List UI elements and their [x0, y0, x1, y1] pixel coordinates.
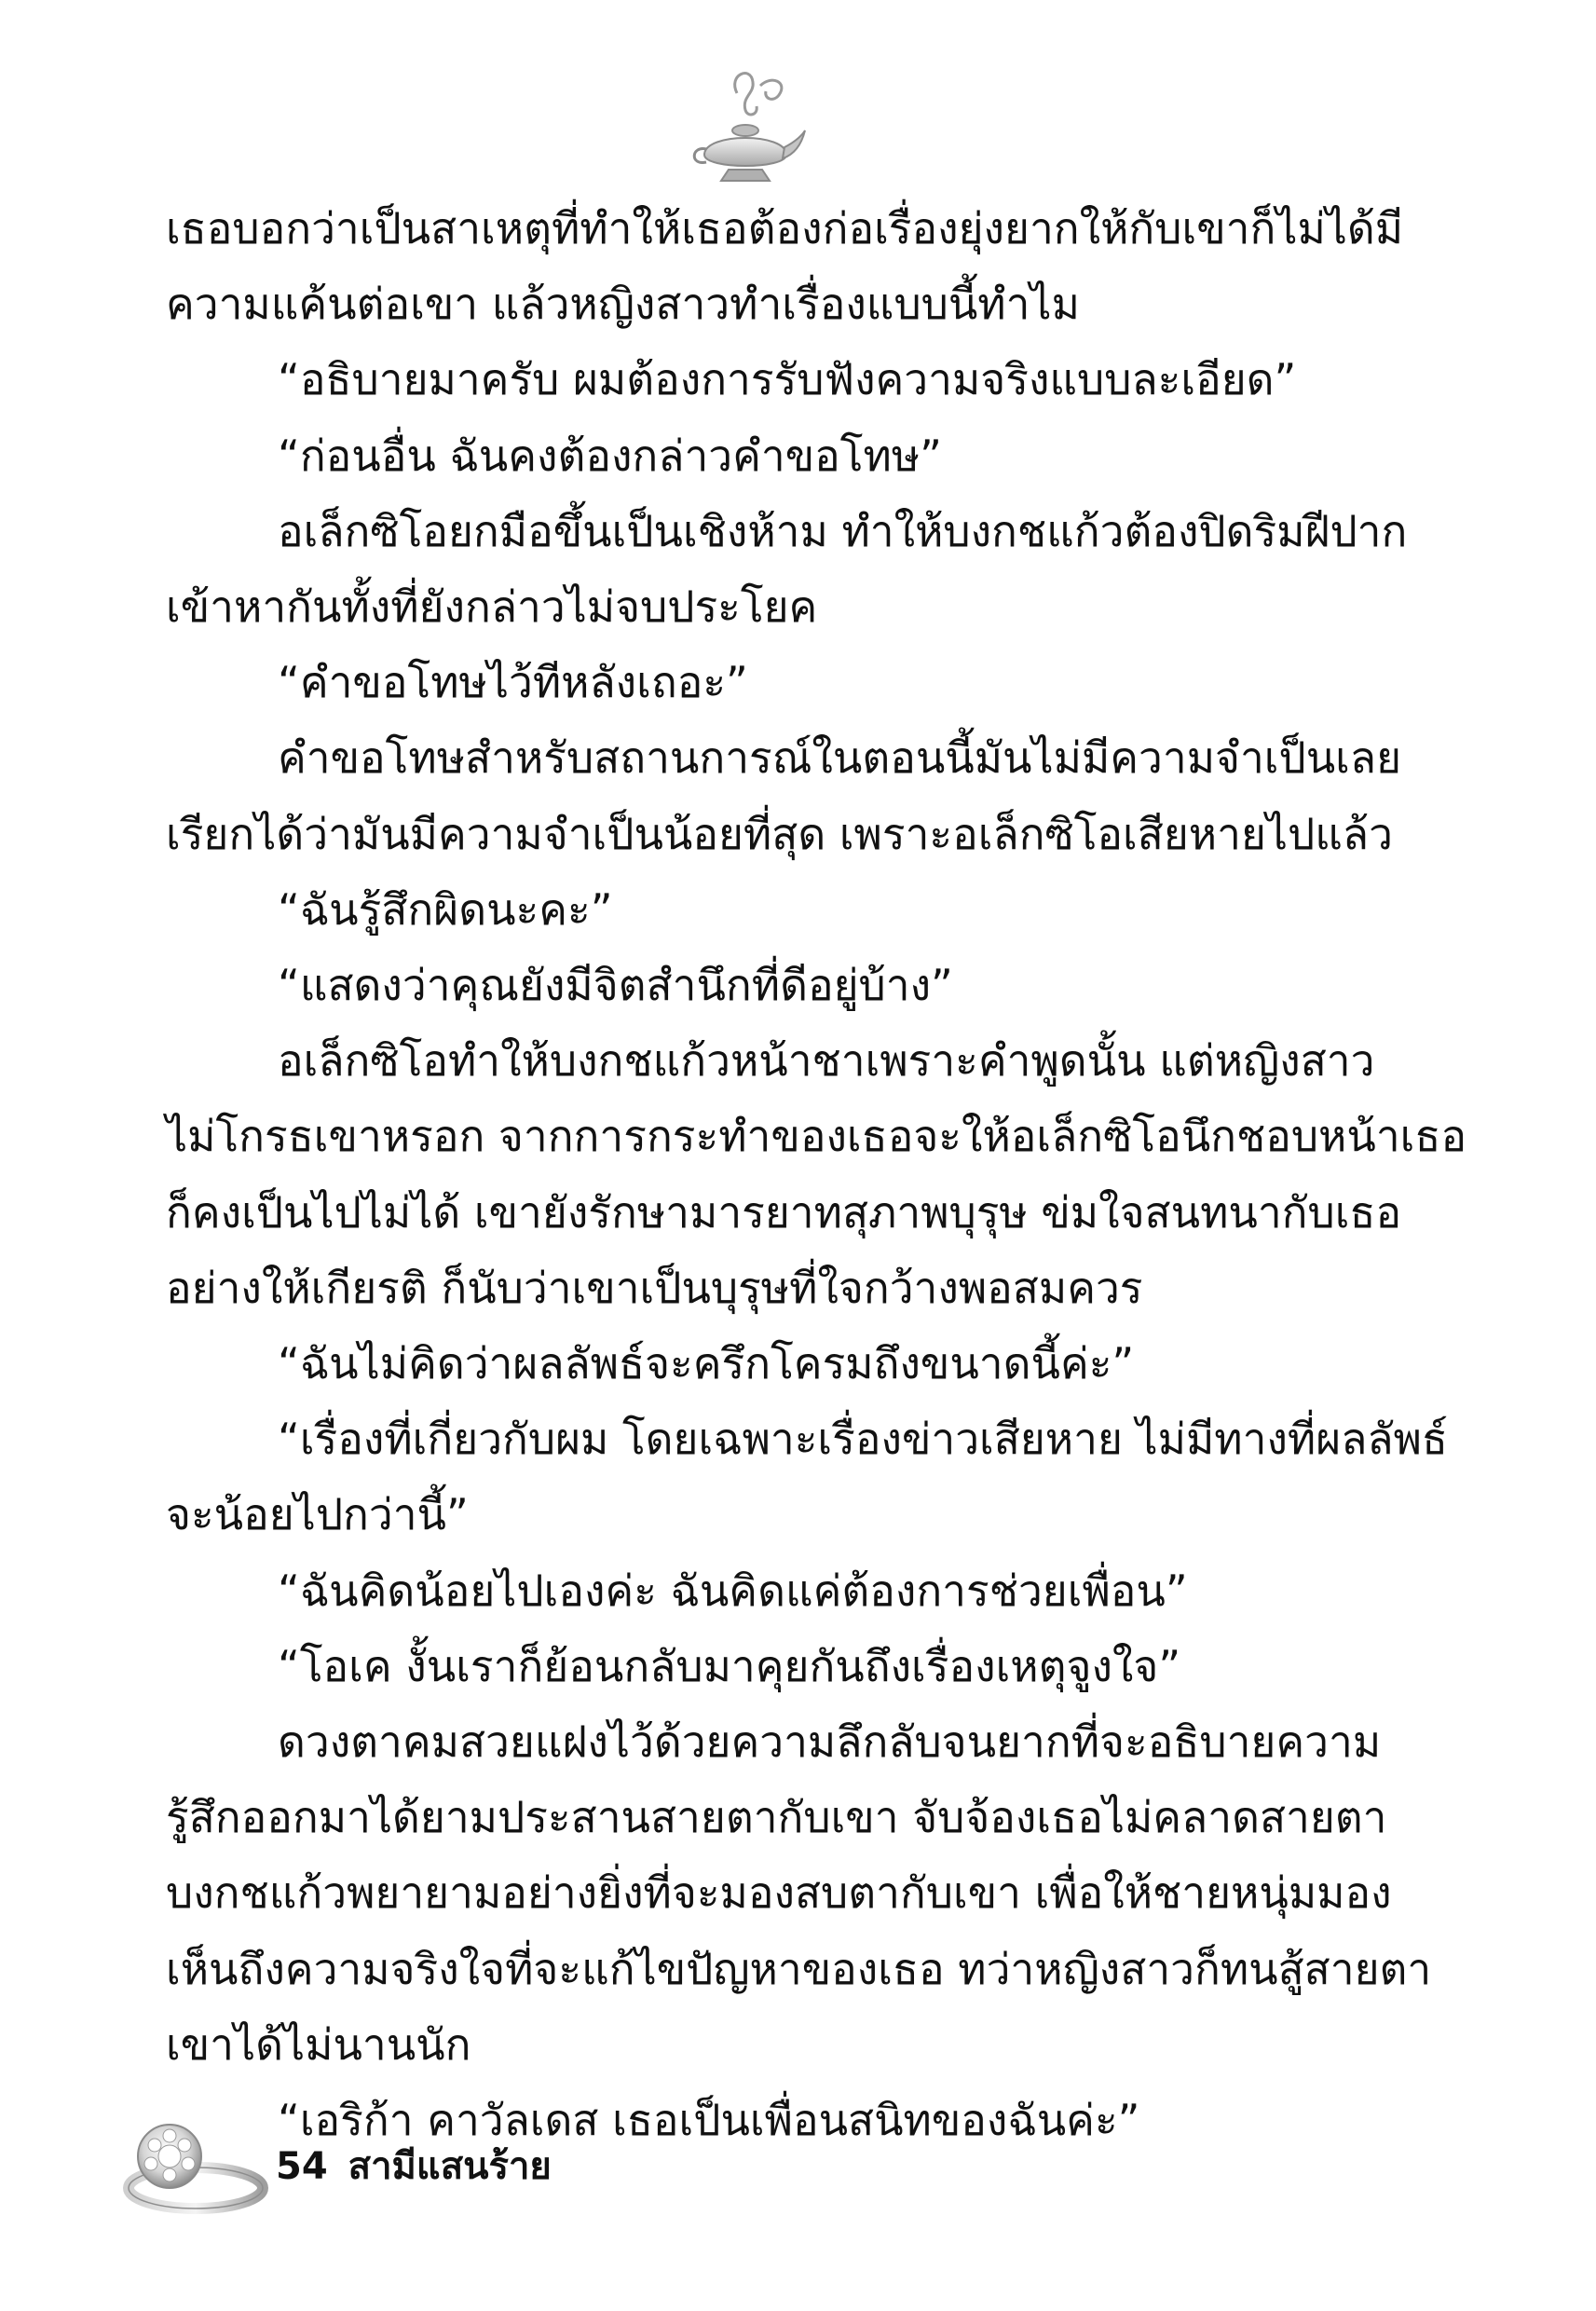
- genie-lamp-icon: [686, 65, 807, 196]
- text-line: “แสดงว่าคุณยังมีจิตสำนึกที่ดีอยู่บ้าง”: [278, 960, 953, 1011]
- text-line: ไม่โกรธเขาหรอก จากการกระทำของเธอจะให้อเล็กซิโอนึกชอบหน้าเธอ: [166, 1111, 1467, 1162]
- text-line: เขาได้ไม่นานนัก: [166, 2018, 471, 2070]
- text-line: “คำขอโทษไว้ทีหลังเถอะ”: [278, 657, 748, 708]
- text-line: ก็คงเป็นไปไม่ได้ เขายังรักษามารยาทสุภาพบุรุษ ข่มใจสนทนากับเธอ: [166, 1186, 1402, 1238]
- text-line: อเล็กซิโอทำให้บงกชแก้วหน้าชาเพราะคำพูดนั้น แต่หญิงสาว: [278, 1035, 1375, 1087]
- text-line: อเล็กซิโอยกมือขึ้นเป็นเชิงห้าม ทำให้บงกชแก้วต้องปิดริมฝีปาก: [278, 505, 1408, 556]
- text-line: “ก่อนอื่น ฉันคงต้องกล่าวคำขอโทษ”: [278, 430, 942, 481]
- text-line: “เรื่องที่เกี่ยวกับผม โดยเฉพาะเรื่องข่าวเสียหาย ไม่มีทางที่ผลลัพธ์: [278, 1414, 1448, 1465]
- text-line: เรียกได้ว่ามันมีความจำเป็นน้อยที่สุด เพราะอเล็กซิโอเสียหายไปแล้ว: [166, 808, 1393, 859]
- text-line: “โอเค งั้นเราก็ย้อนกลับมาคุยกันถึงเรื่องเหตุจูงใจ”: [278, 1640, 1181, 1691]
- text-line: “อธิบายมาครับ ผมต้องการรับฟังความจริงแบบละเอียด”: [278, 354, 1297, 405]
- text-line: บงกชแก้วพยายามอย่างยิ่งที่จะมองสบตากับเขา เพื่อให้ชายหนุ่มมอง: [166, 1867, 1392, 1919]
- text-line: รู้สึกออกมาได้ยามประสานสายตากับเขา จับจ้องเธอไม่คลาดสายตา: [166, 1792, 1387, 1843]
- text-line: เข้าหากันทั้งที่ยังกล่าวไม่จบประโยค: [166, 581, 818, 633]
- page-number: 54: [276, 2145, 328, 2188]
- text-line: คำขอโทษสำหรับสถานการณ์ในตอนนี้มันไม่มีความจำเป็นเลย: [278, 732, 1402, 784]
- text-line: “เอริก้า คาวัลเดส เธอเป็นเพื่อนสนิทของฉันค่ะ”: [278, 2095, 1140, 2146]
- text-line: “ฉันไม่คิดว่าผลลัพธ์จะครึกโครมถึงขนาดนี้ค่ะ”: [278, 1338, 1135, 1389]
- page-footer: [102, 2115, 662, 2227]
- text-line: “ฉันรู้สึกผิดนะคะ”: [278, 883, 613, 935]
- diamond-ring-icon: [102, 2115, 280, 2218]
- body-text: [166, 191, 1467, 2158]
- text-line: เธอบอกว่าเป็นสาเหตุที่ทำให้เธอต้องก่อเรื่องยุ่งยากให้กับเขาก็ไม่ได้มี: [166, 203, 1404, 253]
- text-line: จะน้อยไปกว่านี้”: [166, 1489, 469, 1540]
- book-title: สามีแสนร้าย: [348, 2145, 552, 2188]
- page-folio: [276, 2143, 552, 2190]
- text-line: ดวงตาคมสวยแฝงไว้ด้วยความลึกลับจนยากที่จะอธิบายความ: [278, 1716, 1382, 1768]
- text-line: เห็นถึงความจริงใจที่จะแก้ไขปัญหาของเธอ ทว่าหญิงสาวก็ทนสู้สายตา: [166, 1943, 1432, 1994]
- text-line: “ฉันคิดน้อยไปเองค่ะ ฉันคิดแค่ต้องการช่วยเพื่อน”: [278, 1565, 1188, 1616]
- text-line: ความแค้นต่อเขา แล้วหญิงสาวทำเรื่องแบบนี้ทำไม: [166, 279, 1080, 330]
- text-line: อย่างให้เกียรติ ก็นับว่าเขาเป็นบุรุษที่ใจกว้างพอสมควร: [166, 1262, 1143, 1313]
